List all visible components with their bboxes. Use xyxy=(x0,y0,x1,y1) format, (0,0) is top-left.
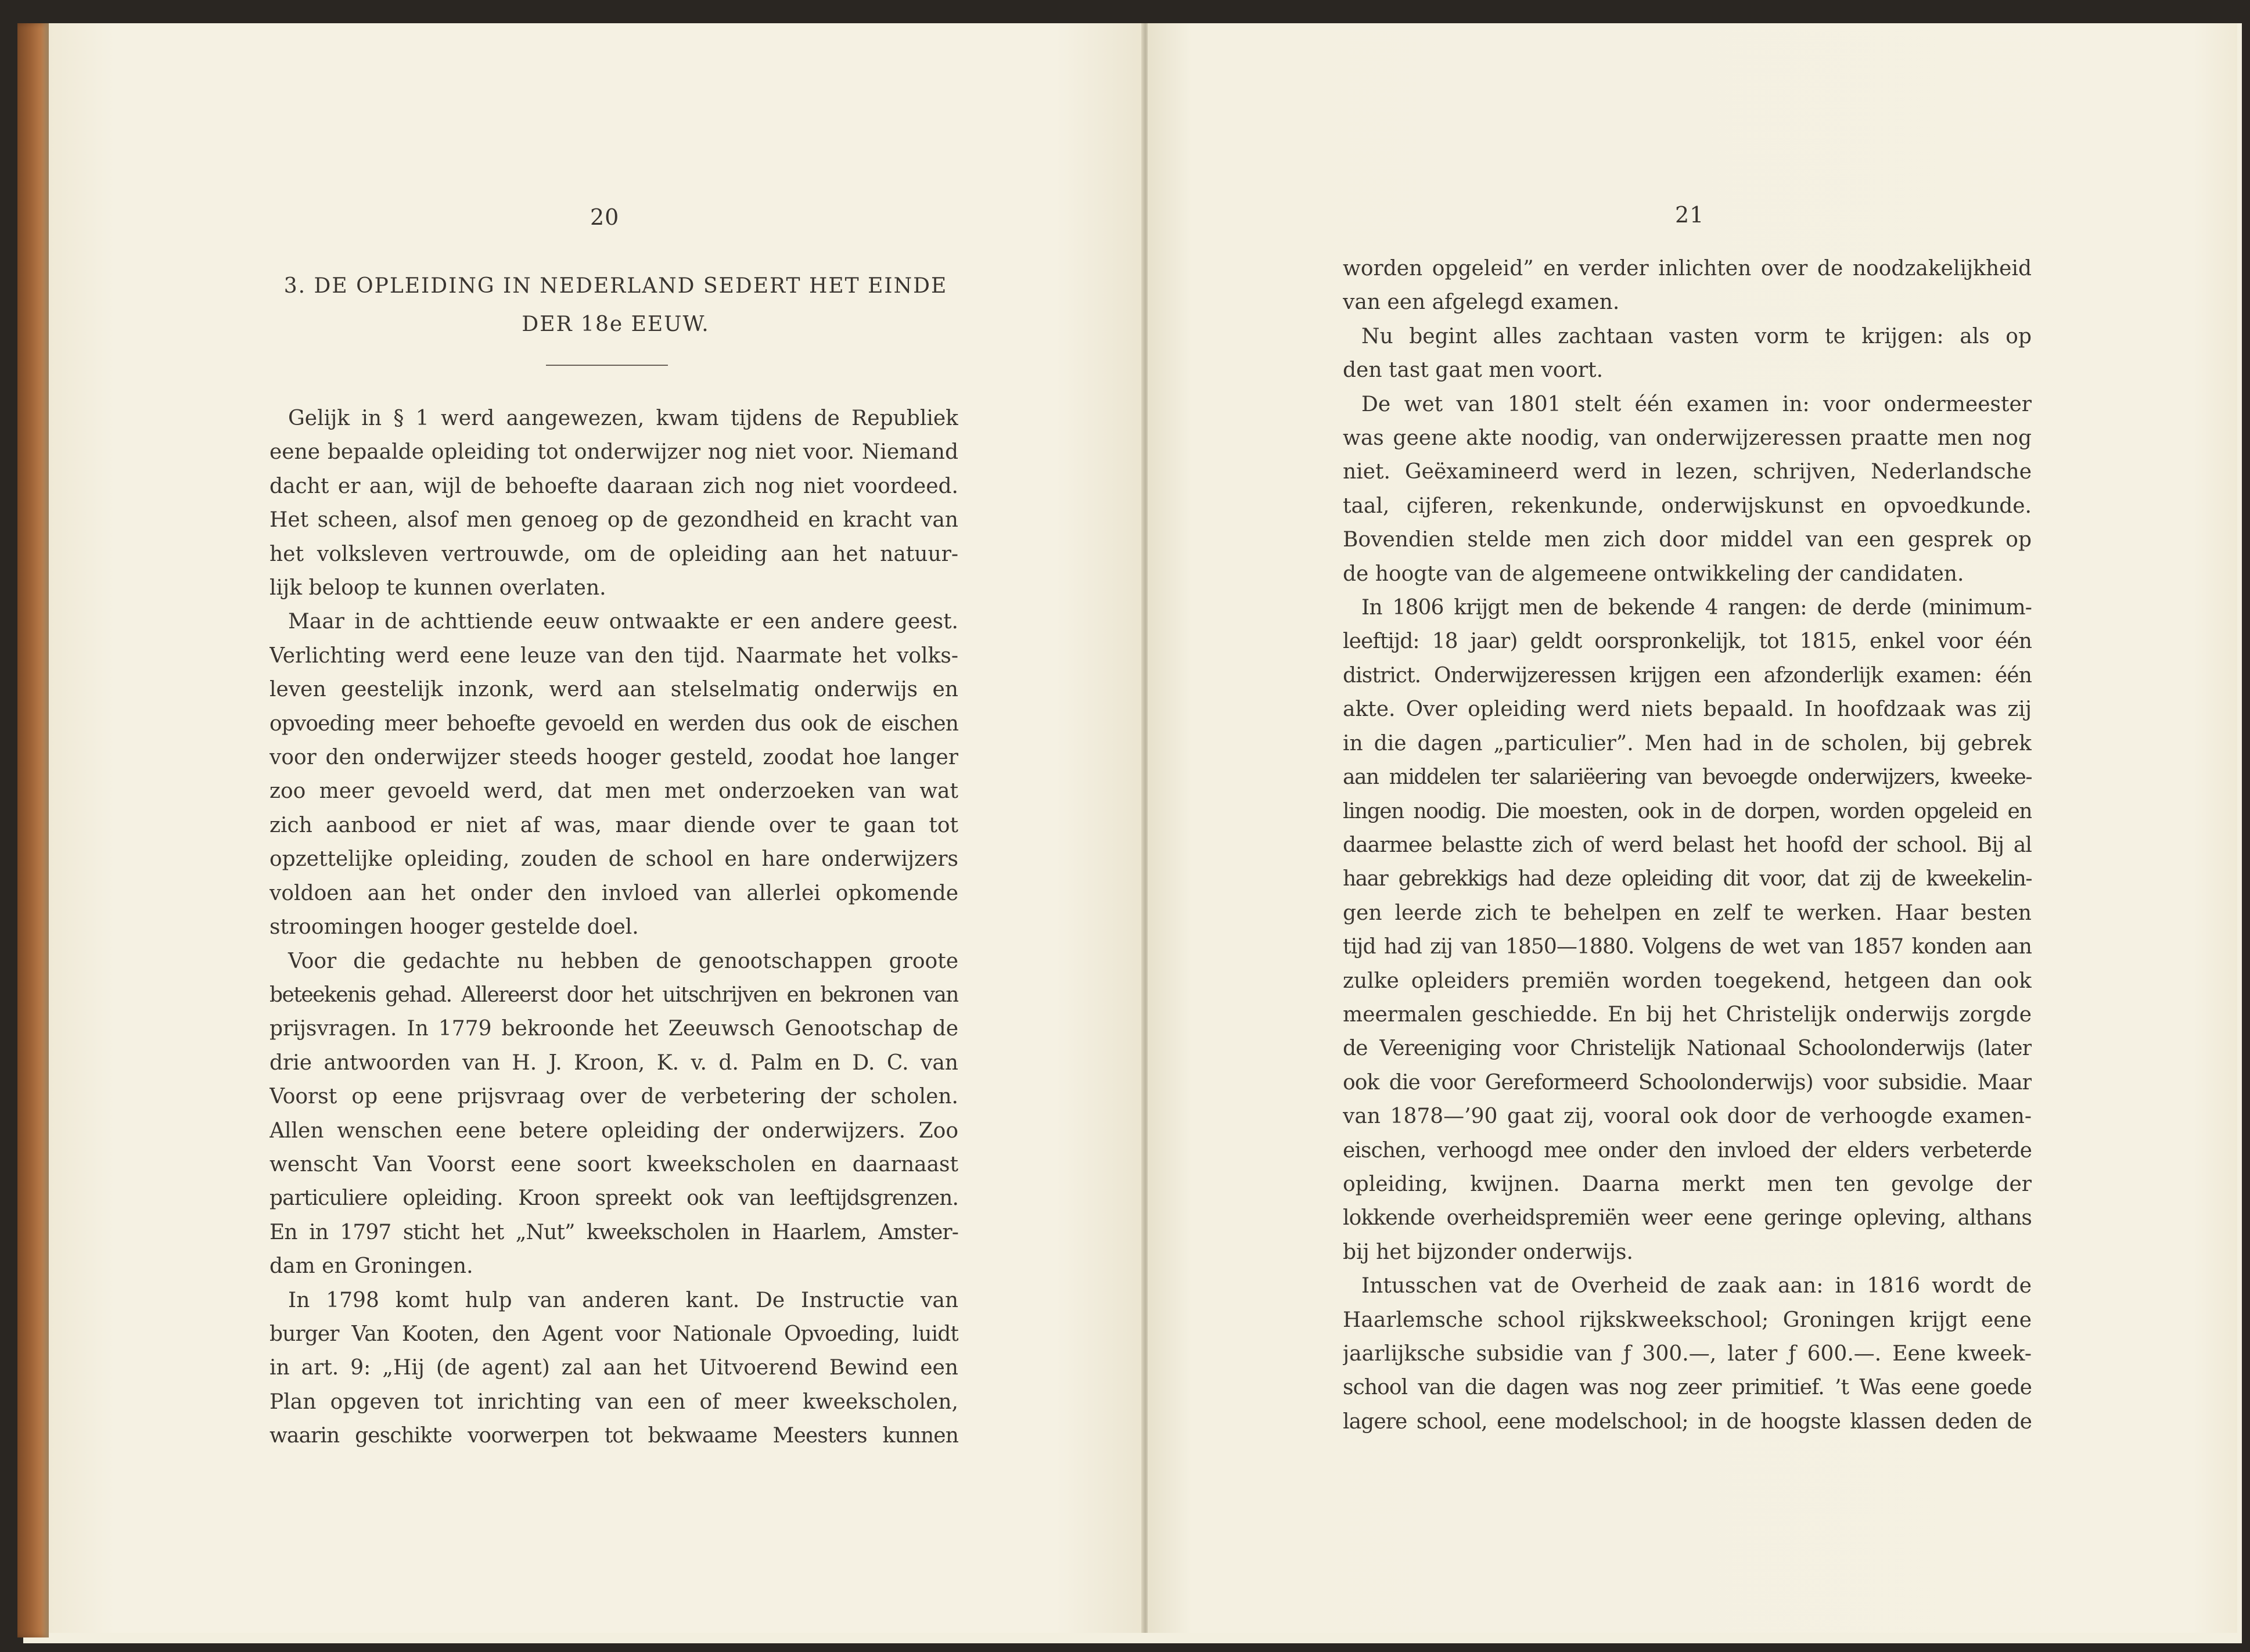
text-line: opleiding, kwijnen. Daarna merkt men ten gevolge der xyxy=(1343,1172,2032,1196)
text-line: aan middelen ter salariëering van bevoegde onderwijzers, kweeke- xyxy=(1343,765,2032,790)
chapter-heading xyxy=(209,267,1022,344)
text-line: Bovendien stelde men zich door middel van een gesprek op xyxy=(1343,528,2032,552)
text-line: eene bepaalde opleiding tot onderwijzer nog niet voor. Niemand xyxy=(269,440,958,465)
text-line: akte. Over opleiding werd niets bepaald. In hoofdzaak was zij xyxy=(1343,697,2032,722)
text-line: zich aanbood er niet af was, maar diende over te gaan tot xyxy=(269,813,958,837)
text-line: de hoogte van de algemeene ontwikkeling der candidaten. xyxy=(1343,562,1964,586)
right-page-body xyxy=(1343,252,2032,1439)
text-line: burger Van Kooten, den Agent voor Nationale Opvoeding, luidt xyxy=(269,1322,958,1346)
text-line: In 1798 komt hulp van anderen kant. De Instructie van xyxy=(288,1288,958,1312)
page-number-right: 21 xyxy=(1675,202,1705,228)
text-line: Voorst op eene prijsvraag over de verbetering der scholen. xyxy=(269,1085,958,1109)
text-line: in art. 9: „Hij (de agent) zal aan het Uitvoerend Bewind een xyxy=(269,1356,958,1380)
text-line: bij het bijzonder onderwijs. xyxy=(1343,1240,1633,1264)
text-line: zoo meer gevoeld werd, dat men met onderzoeken van wat xyxy=(269,779,958,804)
text-line: van een afgelegd examen. xyxy=(1343,290,1620,315)
page-number-left: 20 xyxy=(590,204,620,230)
text-line: De wet van 1801 stelt één examen in: voor ondermeester xyxy=(1361,392,2032,416)
text-line: eischen, verhoogd mee onder den invloed der elders verbeterde xyxy=(1343,1138,2032,1162)
text-line: jaarlijksche subsidie van ƒ 300.—, later ƒ 600.—. Eene kweek- xyxy=(1343,1342,2032,1366)
text-line: In 1806 krijgt men de bekende 4 rangen: de derde (minimum- xyxy=(1361,596,2032,620)
text-line: in die dagen „particulier”. Men had in de scholen, bij gebrek xyxy=(1343,731,2032,755)
text-line: Maar in de achttiende eeuw ontwaakte er een andere geest. xyxy=(288,610,958,634)
text-line: lagere school, eene modelschool; in de hoogste klassen deden de xyxy=(1343,1409,2032,1434)
left-page-body xyxy=(269,402,958,1453)
text-line: haar gebrekkigs had deze opleiding dit voor, dat zij de kweekelin- xyxy=(1343,867,2032,891)
text-line: opvoeding meer behoefte gevoeld en werden dus ook de eischen xyxy=(269,711,958,736)
text-line: beteekenis gehad. Allereerst door het uitschrijven en bekronen van xyxy=(269,982,958,1007)
chapter-heading-line-1: 3. DE OPLEIDING IN NEDERLAND SEDERT HET EINDE xyxy=(283,274,948,298)
text-line: meermalen geschiedde. En bij het Christelijk onderwijs zorgde xyxy=(1343,1002,2032,1027)
text-line: voldoen aan het onder den invloed van allerlei opkomende xyxy=(269,881,958,905)
text-line: Voor die gedachte nu hebben de genootschappen groote xyxy=(288,949,958,973)
book-cover-edge xyxy=(17,23,49,1637)
text-line: daarmee belastte zich of werd belast het hoofd der school. Bij al xyxy=(1343,833,2032,857)
text-line: wenscht Van Voorst eene soort kweekscholen en daarnaast xyxy=(269,1152,958,1176)
text-line: worden opgeleid” en verder inlichten over de noodzakelijkheid xyxy=(1343,257,2032,280)
text-line: voor den onderwijzer steeds hooger gesteld, zoodat hoe langer xyxy=(269,746,958,770)
text-line: lijk beloop te kunnen overlaten. xyxy=(269,576,606,600)
text-line: En in 1797 sticht het „Nut” kweekscholen in Haarlem, Amster- xyxy=(269,1220,958,1244)
text-line: particuliere opleiding. Kroon spreekt ook van leeftijdsgrenzen. xyxy=(269,1186,958,1211)
text-line: drie antwoorden van H. J. Kroon, K. v. d. Palm en D. C. van xyxy=(269,1050,958,1075)
text-line: van 1878—’90 gaat zij, vooral ook door de verhoogde examen- xyxy=(1343,1104,2032,1129)
text-line: ook die voor Gereformeerd Schoolonderwijs) voor subsidie. Maar xyxy=(1343,1070,2032,1095)
text-line: stroomingen hooger gestelde doel. xyxy=(269,915,639,940)
text-line: leven geestelijk inzonk, werd aan stelselmatig onderwijs en xyxy=(269,678,958,702)
text-line: gen leerde zich te behelpen en zelf te werken. Haar besten xyxy=(1343,901,2032,925)
text-line: Haarlemsche school rijkskweekschool; Groningen krijgt eene xyxy=(1343,1308,2032,1332)
text-line: de Vereeniging voor Christelijk Nationaal Schoolonderwijs (later xyxy=(1343,1036,2032,1061)
text-line: district. Onderwijzeressen krijgen een afzonderlijk examen: één xyxy=(1343,663,2032,688)
text-line: taal, cijferen, rekenkunde, onderwijskunst en opvoedkunde. xyxy=(1343,494,2032,518)
text-line: zulke opleiders premiën worden toegekend, hetgeen dan ook xyxy=(1343,969,2032,993)
text-line: Gelijk in § 1 werd aangewezen, kwam tijdens de Republiek xyxy=(288,406,958,430)
text-line: den tast gaat men voort. xyxy=(1343,358,1604,383)
text-line: het volksleven vertrouwde, om de opleiding aan het natuur- xyxy=(269,542,958,566)
text-line: Het scheen, alsof men genoeg op de gezondheid en kracht van xyxy=(269,508,958,532)
text-line: Plan opgeven tot inrichting van een of meer kweekscholen, xyxy=(269,1390,958,1414)
text-line: opzettelijke opleiding, zouden de school en hare onderwijzers xyxy=(269,847,958,872)
text-line: prijsvragen. In 1779 bekroonde het Zeeuwsch Genootschap de xyxy=(269,1017,958,1041)
text-line: was geene akte noodig, van onderwijzeressen praatte men nog xyxy=(1343,426,2032,451)
text-line: Verlichting werd eene leuze van den tijd. Naarmate het volks- xyxy=(269,643,958,668)
text-line: lokkende overheidspremiën weer eene geringe opleving, althans xyxy=(1343,1206,2032,1230)
text-line: Allen wenschen eene betere opleiding der onderwijzers. Zoo xyxy=(269,1118,958,1143)
text-line: dam en Groningen. xyxy=(269,1254,473,1279)
text-line: tijd had zij van 1850—1880. Volgens de wet van 1857 konden aan xyxy=(1343,935,2032,959)
text-line: lingen noodig. Die moesten, ook in de dorpen, worden opgeleid en xyxy=(1343,799,2032,823)
chapter-heading-line-2: DER 18e EEUW. xyxy=(522,312,710,336)
text-line: Intusschen vat de Overheid de zaak aan: in 1816 wordt de xyxy=(1361,1274,2032,1298)
text-line: leeftijd: 18 jaar) geldt oorspronkelijk, tot 1815, enkel voor één xyxy=(1343,629,2032,654)
text-line: dacht er aan, wijl de behoefte daaraan zich nog niet voordeed. xyxy=(269,474,958,498)
text-line: school van die dagen was nog zeer primitief. ’t Was eene goede xyxy=(1343,1376,2032,1400)
text-line: niet. Geëxamineerd werd in lezen, schrijven, Nederlandsche xyxy=(1343,460,2032,484)
heading-divider xyxy=(546,365,668,366)
text-line: waarin geschikte voorwerpen tot bekwaame Meesters kunnen xyxy=(269,1424,958,1448)
text-line: Nu begint alles zachtaan vasten vorm te krijgen: als op xyxy=(1361,324,2032,348)
